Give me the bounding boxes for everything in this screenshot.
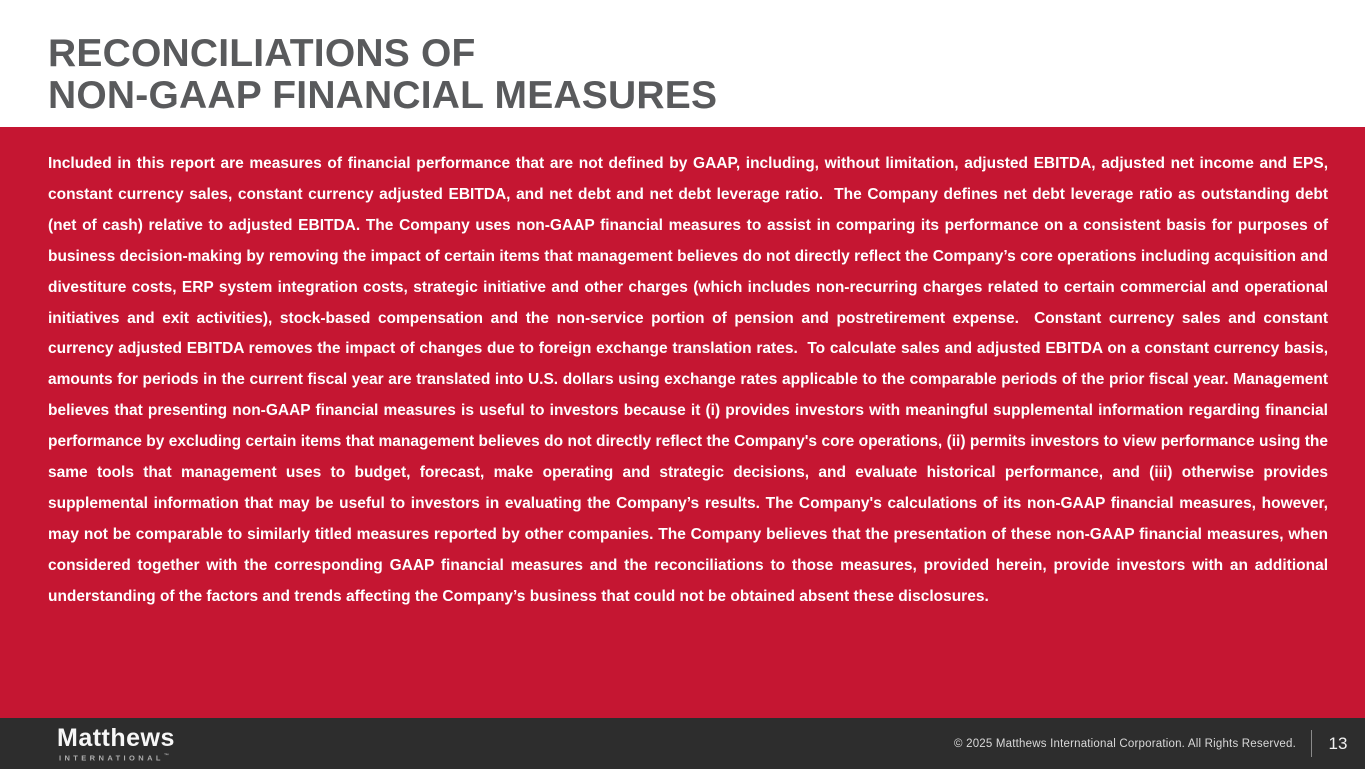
body-panel — [0, 127, 1365, 718]
slide-header — [0, 0, 1365, 127]
logo-subtitle-text: INTERNATIONAL — [59, 753, 164, 762]
footer-divider — [1311, 730, 1312, 757]
matthews-logo — [57, 723, 175, 762]
trademark-symbol: ™ — [163, 752, 169, 759]
disclosure-paragraph: Included in this report are measures of financial performance that are not defined by GAAP, including, without limitation, adjusted EBITDA, adjusted net income and EPS, constant currency sales, constant currency adjusted EBITDA, and net debt and net debt leverage ratio. The Company defines net debt leverage ratio as outstanding debt (net of cash) relative to adjusted EBITDA. The Company uses non-GAAP financial measures to assist in comparing its performance on a consistent basis for purposes of business decision-making by removing the impact of certain items that management believes do not directly reflect the Company’s core operations including acquisition and divestiture costs, ERP system integration costs, strategic initiative and other charges (which includes non-recurring charges related to certain commercial and operational initiatives and exit activities), stock-based compensation and the non-service portion of pension and postretirement expense. Constant currency sales and constant currency adjusted EBITDA removes the impact of changes due to foreign exchange translation rates. To calculate sales and adjusted EBITDA on a constant currency basis, amounts for periods in the current fiscal year are translated into U.S. dollars using exchange rates applicable to the comparable periods of the prior fiscal year. Management believes that presenting non-GAAP financial measures is useful to investors because it (i) provides investors with meaningful supplemental information regarding financial performance by excluding certain items that management believes do not directly reflect the Company's core operations, (ii) permits investors to view performance using the same tools that management uses to budget, forecast, make operating and strategic decisions, and evaluate historical performance, and (iii) otherwise provides supplemental information that may be useful to investors in evaluating the Company’s results. The Company's calculations of its non-GAAP financial measures, however, may not be comparable to similarly titled measures reported by other companies. The Company believes that the presentation of these non-GAAP financial measures, when considered together with the corresponding GAAP financial measures and the reconciliations to those measures, provided herein, provide investors with an additional understanding of the factors and trends affecting the Company’s business that could not be obtained absent these disclosures. — [48, 155, 1328, 605]
page-title-line1: RECONCILIATIONS OF — [48, 32, 476, 75]
page-title-line2: NON-GAAP FINANCIAL MEASURES — [48, 74, 718, 117]
slide-footer — [0, 718, 1365, 769]
logo-wordmark: Matthews — [57, 723, 175, 752]
copyright-text: © 2025 Matthews International Corporation. All Rights Reserved. — [954, 737, 1296, 750]
page-number: 13 — [1328, 733, 1348, 753]
page-title — [48, 33, 717, 117]
footer-right — [954, 730, 1349, 757]
logo-subtitle — [59, 754, 175, 762]
